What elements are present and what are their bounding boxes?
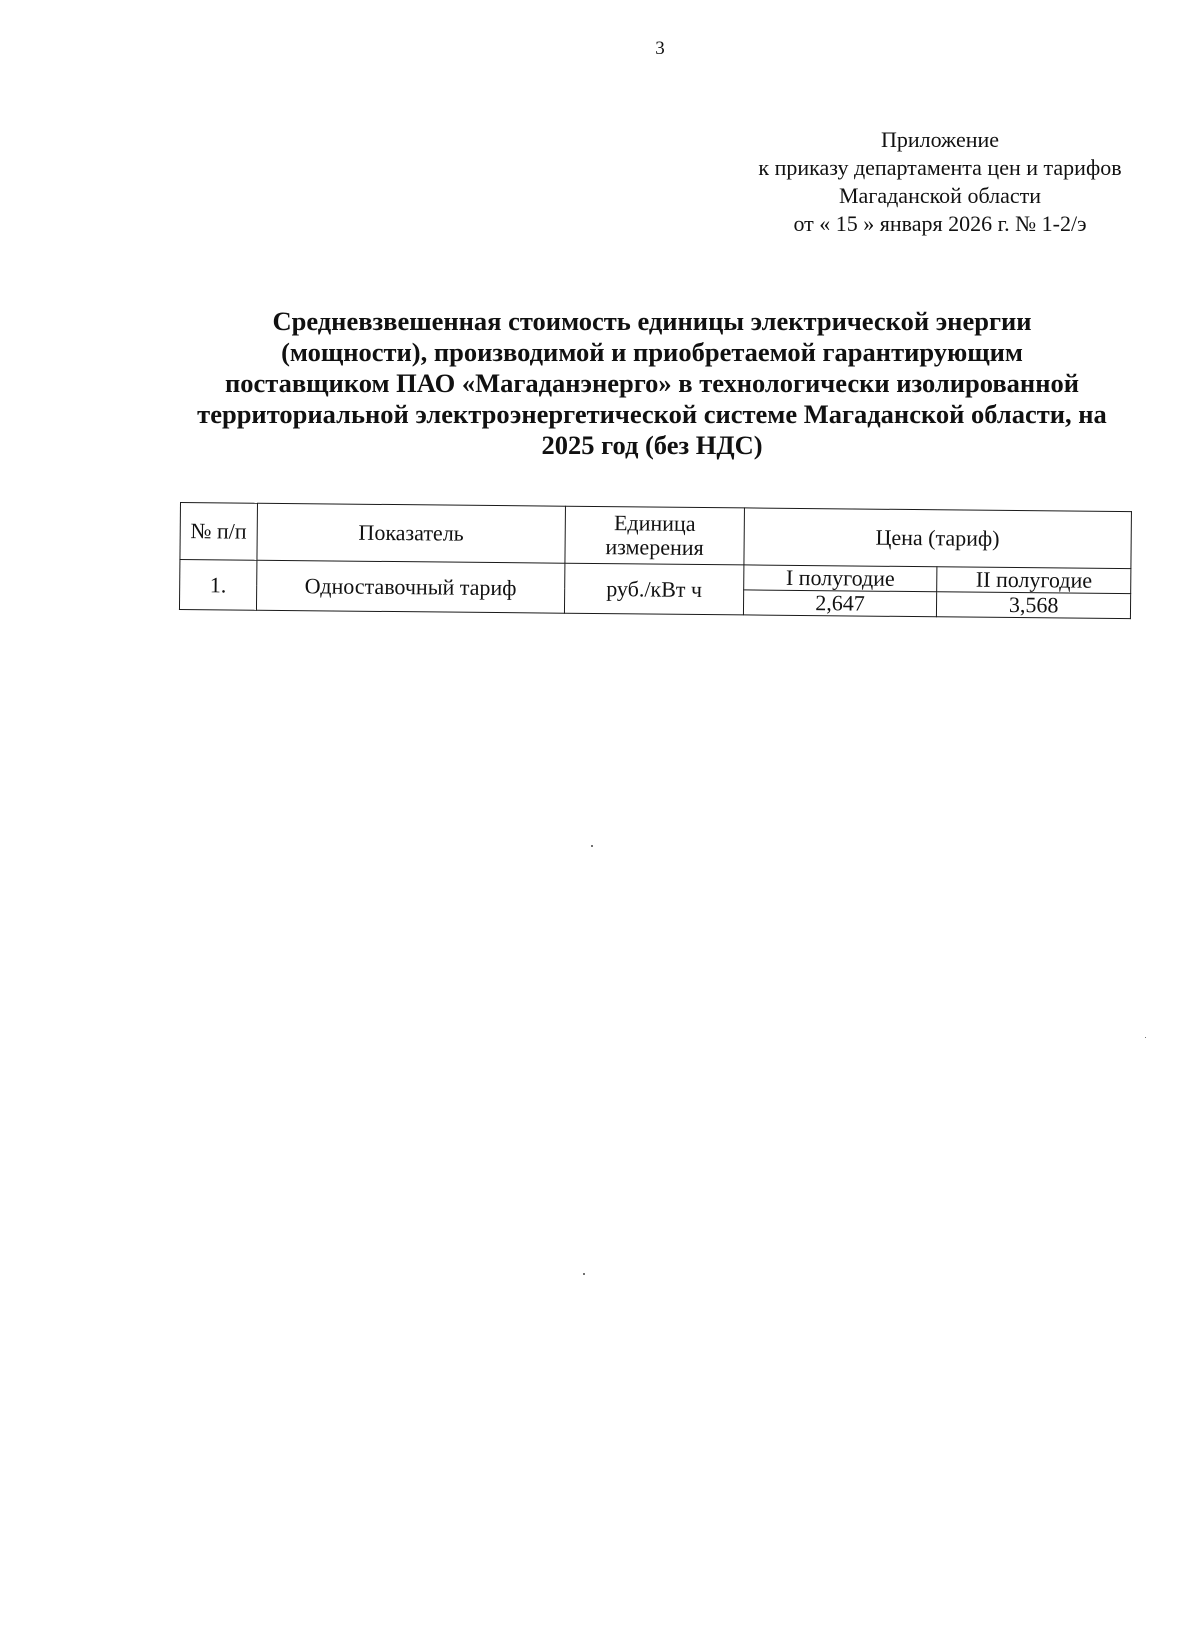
header-number: № п/п	[180, 503, 257, 561]
appendix-line: от « 15 » января 2026 г. № 1-2/э	[793, 211, 1087, 236]
cell-half2-value: 3,568	[937, 592, 1131, 619]
header-unit: Единица измерения	[565, 506, 744, 565]
title-line: 2025 год (без НДС)	[541, 430, 763, 460]
cell-unit: руб./кВт ч	[565, 563, 744, 615]
cell-number: 1.	[179, 560, 256, 611]
appendix-line: к приказу департамента цен и тарифов	[758, 155, 1122, 180]
title-line: территориальной электроэнергетической системе Магаданской области, на	[197, 399, 1107, 429]
header-indicator: Показатель	[257, 503, 566, 563]
scan-speck	[1145, 1037, 1146, 1038]
tariff-table	[179, 502, 1132, 619]
cell-half1-value: 2,647	[743, 590, 937, 617]
header-half2: II полугодие	[937, 567, 1131, 594]
scan-speck	[583, 1273, 585, 1275]
header-price: Цена (тариф)	[744, 508, 1132, 569]
title-line: Средневзвешенная стоимость единицы электрической энергии	[272, 306, 1032, 336]
table-header-row	[180, 503, 1132, 569]
cell-indicator: Одноставочный тариф	[256, 560, 565, 613]
document-title	[168, 306, 1136, 461]
title-line: (мощности), производимой и приобретаемой гарантирующим	[281, 337, 1023, 367]
scan-speck	[591, 845, 593, 847]
page-number: 3	[655, 38, 665, 59]
appendix-line: Приложение	[880, 127, 1000, 152]
title-line: поставщиком ПАО «Магаданэнерго» в технологически изолированной	[225, 368, 1079, 398]
appendix-line: Магаданской области	[839, 183, 1041, 208]
appendix-block	[700, 126, 1180, 238]
header-half1: I полугодие	[743, 565, 937, 592]
